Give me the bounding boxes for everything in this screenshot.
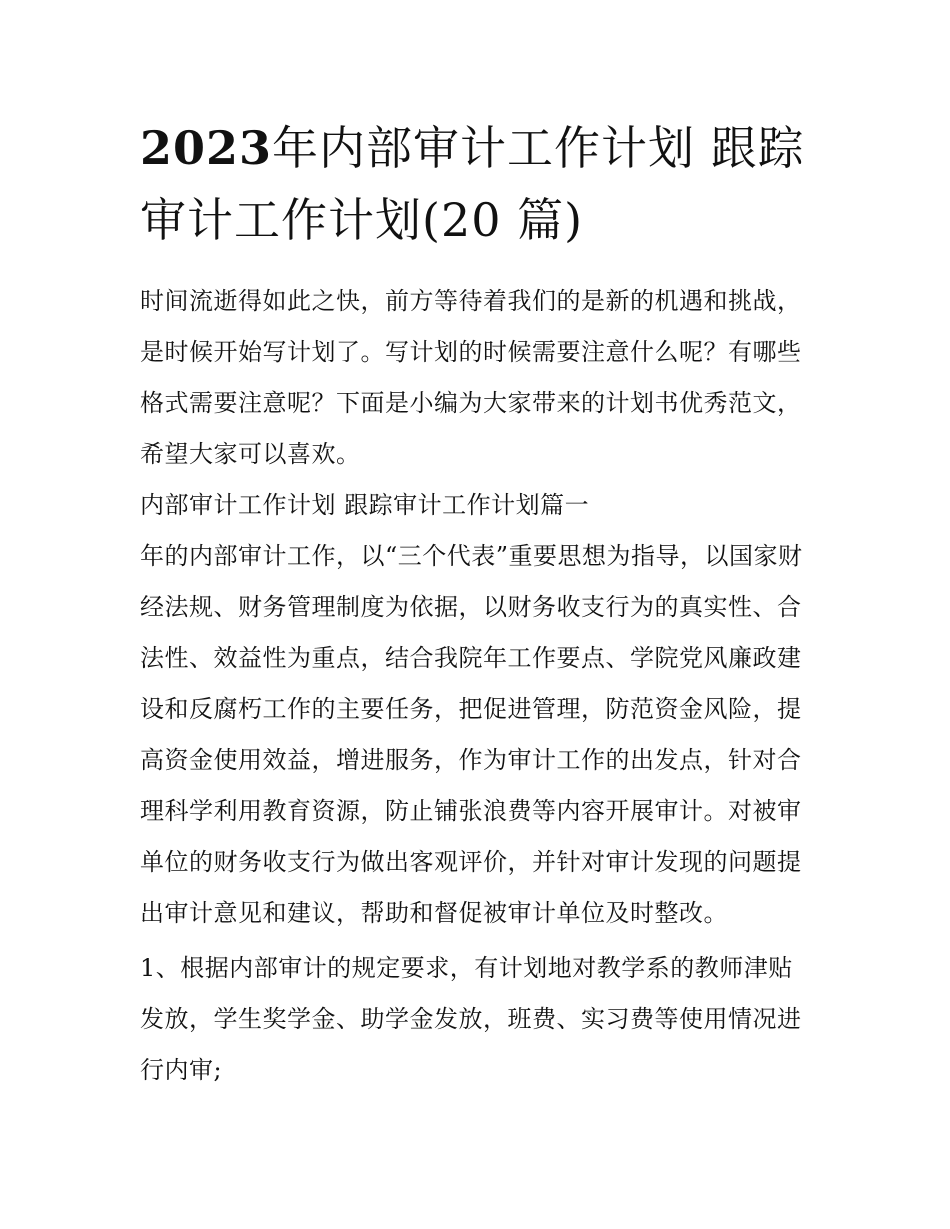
document-content — [140, 112, 816, 1096]
document-title — [140, 112, 816, 256]
body-paragraph-1: 年的内部审计工作，以“三个代表”重要思想为指导，以国家财经法规、财务管理制度为依据，以财务收支行为的真实性、合法性、效益性为重点，结合我院年工作要点、学院党风廉政建设和反腐朽工作的主要任务，把促进管理，防范资金风险，提高资金使用效益，增进服务，作为审计工作的出发点，针对合理科学利用教育资源，防止铺张浪费等内容开展审计。对被审单位的财务收支行为做出客观评价，并针对审计发现的问题提出审计意见和建议，帮助和督促被审计单位及时整改。 — [140, 542, 803, 927]
section-heading: 内部审计工作计划 跟踪审计工作计划篇一 — [140, 491, 590, 519]
list-item-1: 1、根据内部审计的规定要求，有计划地对教学系的教师津贴发放，学生奖学金、助学金发放，班费、实习费等使用情况进行内审; — [140, 954, 802, 1084]
title-text: 年内部审计工作计划 跟踪审计工作计划(20 篇) — [140, 121, 805, 247]
intro-paragraph: 时间流逝得如此之快，前方等待着我们的是新的机遇和挑战，是时候开始写计划了。写计划的时候需要注意什么呢？有哪些格式需要注意呢？下面是小编为大家带来的计划书优秀范文，希望大家可以喜欢。 — [140, 287, 802, 468]
title-year: 2023 — [140, 121, 273, 175]
